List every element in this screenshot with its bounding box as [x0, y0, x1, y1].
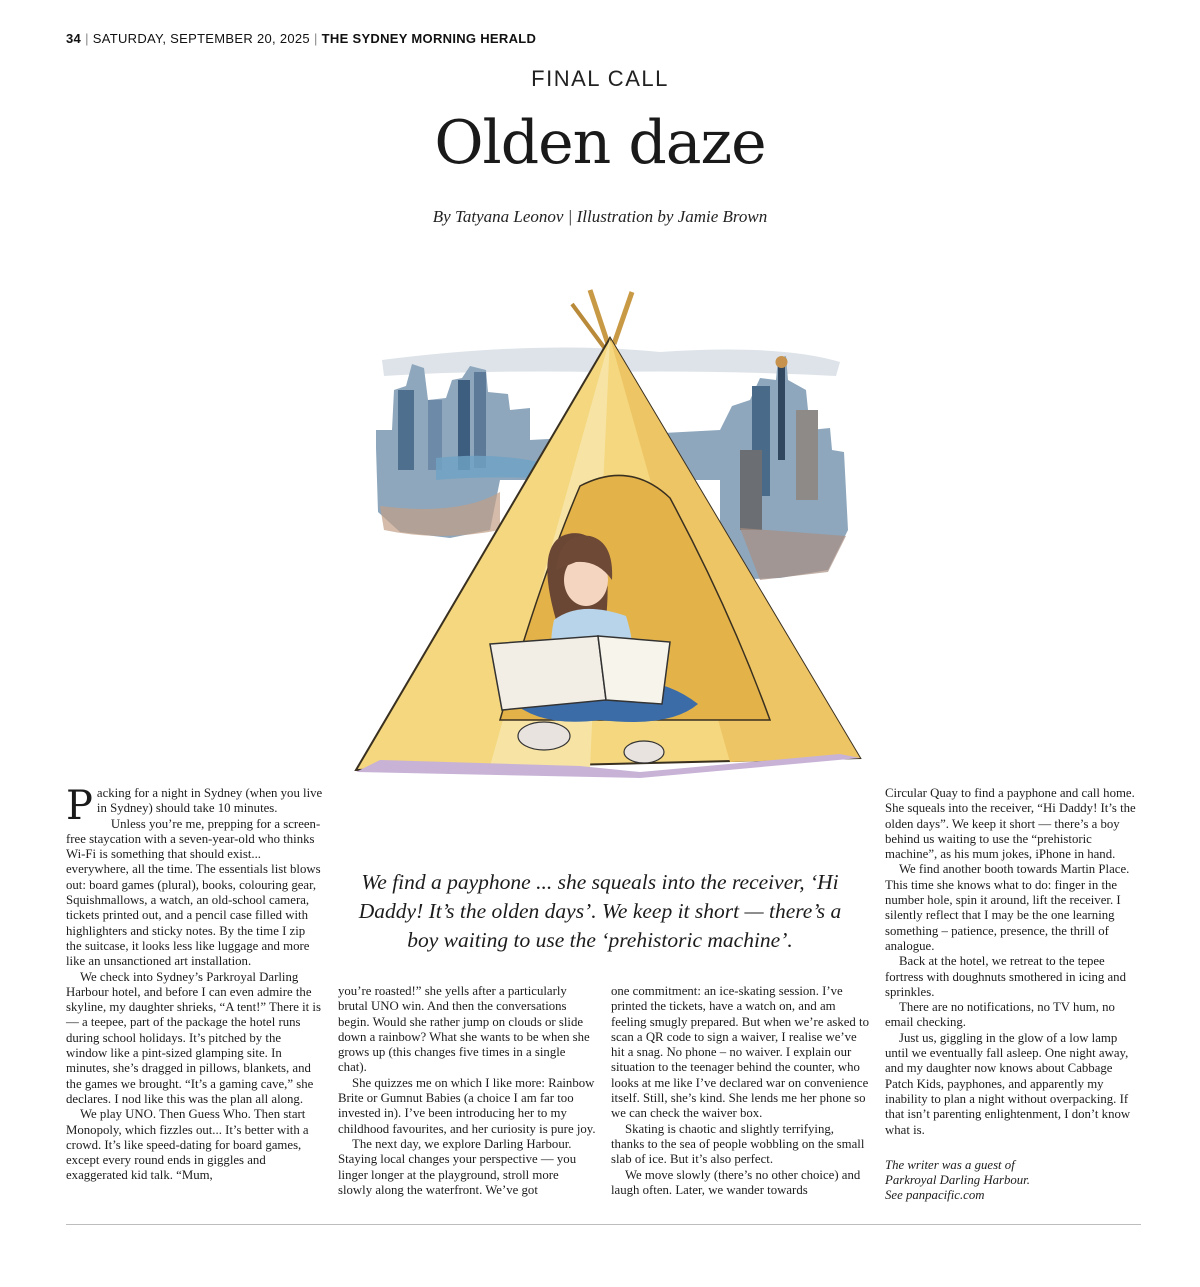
article-paragraph: Circular Quay to find a payphone and call home. She squeals into the receiver, “Hi Daddy! It’s the olden days”. We keep it short — there’s a boy behind us waiting to use the “prehistoric machine”, as his mum jokes, iPhone in hand. — [885, 786, 1136, 862]
masthead-separator: | — [85, 31, 89, 46]
article-paragraph: acking for a night in Sydney (when you live in Sydney) should take 10 minutes. — [96, 786, 323, 816]
teepee-illustration — [340, 280, 880, 800]
byline: By Tatyana Leonov | Illustration by Jamie Brown — [432, 207, 768, 226]
article-column-1 — [66, 783, 324, 1184]
article-column-3 — [611, 984, 869, 1198]
article-column-4 — [885, 786, 1143, 1204]
drop-cap: P — [66, 783, 93, 829]
article-paragraph: Back at the hotel, we retreat to the tepee fortress with doughnuts smothered in icing and sprinkles. — [885, 954, 1126, 999]
masthead-separator: | — [313, 31, 318, 46]
tagline-line: The writer was a guest of — [885, 1157, 1015, 1172]
section-kicker: FINAL CALL — [531, 66, 669, 91]
article-column-2 — [338, 984, 596, 1198]
article-paragraph: Just us, giggling in the glow of a low lamp until we eventually fall asleep. One night away, and my daughter now knows about Cabbage Patch Kids, payphones, and apparently my inability to plan a night without overpacking. If that isn’t parenting enlightenment, I don’t know what is. — [885, 1030, 1131, 1137]
article-paragraph: She quizzes me on which I like more: Rainbow Brite or Gumnut Babies (a choice I am far too invested in). I’ve been introducing her to my childhood favourites, and her curiosity is pure joy. — [338, 1075, 596, 1136]
footer-rule — [66, 1224, 1141, 1225]
paper-name: THE SYDNEY MORNING HERALD — [321, 31, 537, 46]
issue-date: SATURDAY, SEPTEMBER 20, 2025 — [92, 31, 310, 46]
article-paragraph: The next day, we explore Darling Harbour. Staying local changes your perspective — you linger longer at the playground, stroll more slowly along the waterfront. We’ve got — [338, 1136, 577, 1197]
article-paragraph: you’re roasted!” she yells after a particularly brutal UNO win. And then the conversations begin. Would she rather jump on clouds or slide down a rainbow? What she wants to be when she grows up (this changes five times in a single chat). — [338, 984, 590, 1075]
article-paragraph: We move slowly (there’s no other choice) and laugh often. Later, we wander towards — [611, 1167, 861, 1197]
pull-quote: We find a payphone ... she squeals into the receiver, ‘Hi Daddy! It’s the olden days’. We keep it short — there’s a boy waiting to use the ‘prehistoric machine’. — [358, 870, 842, 952]
tagline-line: See panpacific.com — [885, 1188, 985, 1203]
article-paragraph: We play UNO. Then Guess Who. Then start Monopoly, which fizzles out... It’s better with a crowd. It’s like speed-dating for board games, except every round ends in giggles and exaggerated kid talk. “Mum, — [66, 1107, 309, 1183]
writer-tagline — [885, 1158, 1143, 1204]
page-number: 34 — [66, 31, 82, 46]
article-paragraph: one commitment: an ice-skating session. I’ve printed the tickets, have a watch on, and am feeling smugly prepared. But when we’re asked to scan a QR code to sign a waiver, I realise we’ve hit a snag. No phone – no waiver. I explain our situation to the teenager behind the counter, who looks at me like I’ve declared war on convenience itself. Still, she’s kind. She lends me her phone so we can check the waiver box. — [611, 984, 869, 1121]
tagline-line: Parkroyal Darling Harbour. — [885, 1173, 1030, 1188]
article-paragraph: Unless you’re me, prepping for a screen-free staycation with a seven-year-old who thinks Wi-Fi is something that should exist... everywhere, all the time. The essentials list blows out: board games (plural), books, colouring gear, Squishmallows, a watch, an old-school camera, tickets printed out, and a pencil case filled with highlighters and sticky notes. By the time I zip the suitcase, it looks less like luggage and more like an unsanctioned art installation. — [66, 816, 321, 969]
headline: Olden daze — [434, 108, 766, 178]
masthead — [66, 31, 966, 51]
article-paragraph: There are no notifications, no TV hum, no email checking. — [885, 1000, 1115, 1030]
article-paragraph: We check into Sydney’s Parkroyal Darling Harbour hotel, and before I can even admire the skyline, my daughter shrieks, “A tent!” There it is — a teepee, part of the package the hotel runs during school holidays. It’s pitched by the window like a pint-sized glamping site. In minutes, she’s dragged in pillows, blankets, and the games we brought. “It’s a gaming cave,” she declares. I nod like this was the plan all along. — [66, 969, 321, 1106]
article-paragraph: We find another booth towards Martin Place. This time she knows what to do: finger in the number hole, spin it around, lift the receiver. I silently reflect that I may be the one learning something – patience, presence, the thrill of analogue. — [885, 862, 1130, 953]
article-paragraph: Skating is chaotic and slightly terrifying, thanks to the sea of people wobbling on the small slab of ice. But it’s also perfect. — [611, 1121, 865, 1167]
